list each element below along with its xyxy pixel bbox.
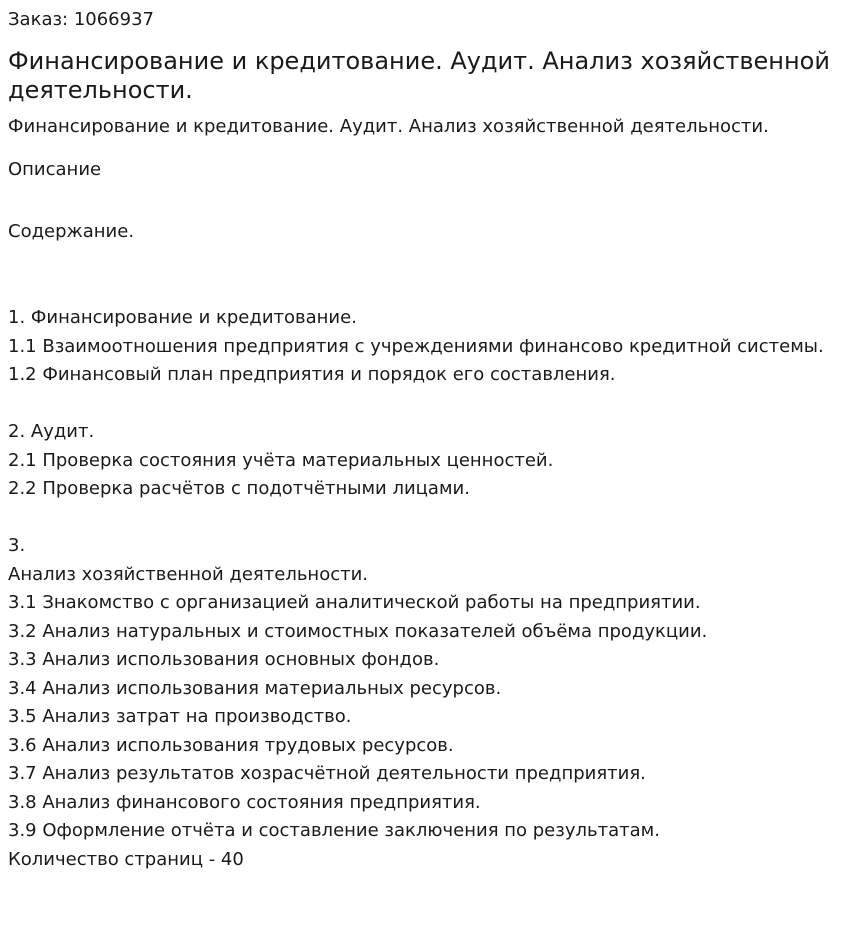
toc-line: 1.1 Взаимоотношения предприятия с учреждениями финансово кредитной системы. bbox=[8, 335, 824, 357]
toc-line: 2.1 Проверка состояния учёта материальных ценностей. bbox=[8, 449, 554, 471]
toc-line: 3.8 Анализ финансового состояния предприятия. bbox=[8, 791, 481, 813]
toc-line: 3.1 Знакомство с организацией аналитической работы на предприятии. bbox=[8, 592, 701, 613]
toc-line: 3.9 Оформление отчёта и составление заключения по результатам. bbox=[8, 820, 660, 841]
page-count: Количество страниц - 40 bbox=[8, 848, 244, 870]
toc-line: 3. bbox=[8, 535, 26, 556]
description-heading: Описание bbox=[8, 159, 102, 180]
page-subtitle: Финансирование и кредитование. Аудит. Анализ хозяйственной деятельности. bbox=[8, 116, 769, 137]
toc-line: 3.3 Анализ использования основных фондов. bbox=[8, 649, 440, 670]
page-title: Финансирование и кредитование. Аудит. Анализ хозяйственной деятельности. bbox=[8, 47, 830, 104]
toc-line: 3.2 Анализ натуральных и стоимостных показателей объёма продукции. bbox=[8, 620, 708, 642]
order-number: Заказ: 1066937 bbox=[8, 9, 154, 30]
toc-line: 1. Финансирование и кредитование. bbox=[8, 307, 357, 328]
table-of-contents bbox=[8, 304, 838, 874]
toc-line: 2.2 Проверка расчётов с подотчётными лицами. bbox=[8, 478, 470, 499]
toc-line: 3.7 Анализ результатов хозрасчётной деятельности предприятия. bbox=[8, 763, 646, 784]
toc-line: 1.2 Финансовый план предприятия и порядок его составления. bbox=[8, 364, 616, 385]
toc-line: 3.4 Анализ использования материальных ресурсов. bbox=[8, 677, 502, 699]
toc-line: 2. Аудит. bbox=[8, 421, 95, 442]
toc-blank-line bbox=[8, 504, 838, 533]
toc-line: 3.6 Анализ использования трудовых ресурсов. bbox=[8, 734, 454, 756]
toc-line: Анализ хозяйственной деятельности. bbox=[8, 563, 369, 585]
contents-heading: Содержание. bbox=[8, 221, 135, 242]
toc-blank-line bbox=[8, 390, 838, 419]
toc-line: 3.5 Анализ затрат на производство. bbox=[8, 706, 352, 727]
